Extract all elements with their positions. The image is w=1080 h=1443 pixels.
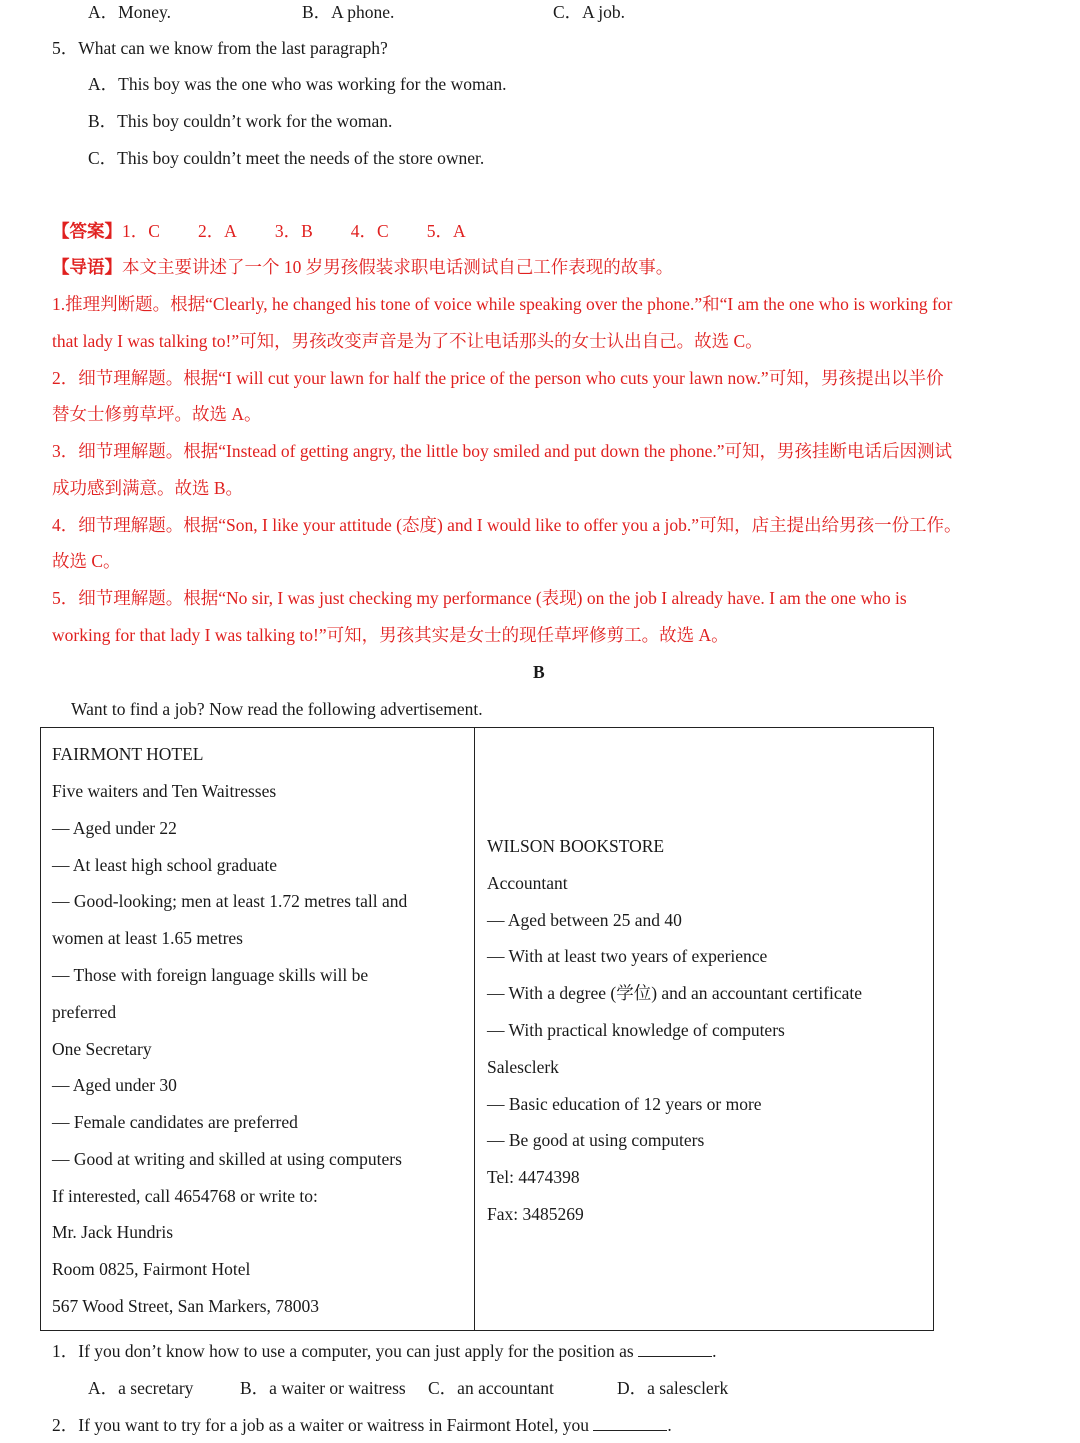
ad-right-line: — With at least two years of experience xyxy=(487,946,768,966)
ad-right-line: Salesclerk xyxy=(487,1057,559,1077)
guide-label: 【导语】 xyxy=(52,257,122,277)
section-intro: Want to find a job? Now read the following advertisement. xyxy=(71,699,483,719)
q5-option-c: C．This boy couldn’t meet the needs of the store owner. xyxy=(88,148,485,168)
ad-right-line: — With a degree (学位) and an accountant certificate xyxy=(487,983,863,1003)
answer-label: 【答案】 xyxy=(52,221,122,241)
b-q1-option-c: C．an accountant xyxy=(428,1378,554,1398)
answer-item: 4．C xyxy=(350,221,389,241)
b-q1-option-a: A．a secretary xyxy=(88,1378,194,1398)
q4-option-c: C．A job. xyxy=(553,2,625,22)
q4-option-b: B．A phone. xyxy=(302,2,395,22)
b-q1-option-d: D．a salesclerk xyxy=(617,1378,729,1398)
guide-row xyxy=(52,255,673,279)
answer-item: 1．C xyxy=(122,221,160,241)
ad-right-line: — Be good at using computers xyxy=(487,1130,705,1150)
ad-left-line: FAIRMONT HOTEL xyxy=(52,744,204,764)
explanation-line: 替女士修剪草坪。故选 A。 xyxy=(52,404,262,424)
q5-option-a: A．This boy was the one who was working for the woman. xyxy=(88,74,507,94)
explanation-line: that lady I was talking to!”可知，男孩改变声音是为了不让电话那头的女士认出自己。故选 C。 xyxy=(52,331,763,351)
answer-row xyxy=(52,219,466,243)
ad-right-line: Fax: 3485269 xyxy=(487,1204,584,1224)
explanation-line: 1.推理判断题。根据“Clearly, he changed his tone of voice while speaking over the phone.”和“I am the one who is working for xyxy=(52,294,953,314)
answer-item: 5．A xyxy=(426,221,466,241)
explanation-line: 成功感到满意。故选 B。 xyxy=(52,478,244,498)
ad-left-line: One Secretary xyxy=(52,1039,152,1059)
b-q2-row: 2．If you want to try for a job as a waiter or waitress in Fairmont Hotel, you . xyxy=(52,1415,672,1435)
ad-right-line: — Basic education of 12 years or more xyxy=(487,1094,762,1114)
ad-left-line: women at least 1.65 metres xyxy=(52,928,243,948)
ad-right-line: Accountant xyxy=(487,873,568,893)
q4-option-a: A．Money. xyxy=(88,2,171,22)
ad-right-line: Tel: 4474398 xyxy=(487,1167,580,1187)
answer-blank[interactable] xyxy=(593,1414,667,1431)
ad-left-line: — At least high school graduate xyxy=(52,855,278,875)
ad-right-line: WILSON BOOKSTORE xyxy=(487,836,665,856)
ad-left-line: — Good-looking; men at least 1.72 metres tall and xyxy=(52,891,408,911)
b-q1-stem: 1．If you don’t know how to use a computer, you can just apply for the position as xyxy=(52,1341,634,1361)
ad-right-line: — Aged between 25 and 40 xyxy=(487,910,682,930)
ad-left-line: 567 Wood Street, San Markers, 78003 xyxy=(52,1296,320,1316)
ad-left-line: Room 0825, Fairmont Hotel xyxy=(52,1259,251,1279)
b-q1-row: 1．If you don’t know how to use a computer, you can just apply for the position as . xyxy=(52,1341,717,1361)
ad-left-line: — Those with foreign language skills will be xyxy=(52,965,369,985)
explanation-line: 2．细节理解题。根据“I will cut your lawn for half the price of the person who cuts your lawn now.”可知，男孩提出以半价 xyxy=(52,368,944,388)
guide-text: 本文主要讲述了一个 10 岁男孩假装求职电话测试自己工作表现的故事。 xyxy=(122,257,674,277)
explanation-line: 5．细节理解题。根据“No sir, I was just checking my performance (表现) on the job I already have. I am the one who is xyxy=(52,588,907,608)
explanation-line: 3．细节理解题。根据“Instead of getting angry, the little boy smiled and put down the phone.”可知，男孩挂断电话后因测试 xyxy=(52,441,952,461)
answer-blank[interactable] xyxy=(638,1340,712,1357)
b-q1-option-b: B．a waiter or waitress xyxy=(240,1378,406,1398)
ad-right-line: — With practical knowledge of computers xyxy=(487,1020,785,1040)
ad-left-line: — Aged under 30 xyxy=(52,1075,177,1095)
ad-left-line: — Female candidates are preferred xyxy=(52,1112,298,1132)
ad-left-line: Five waiters and Ten Waitresses xyxy=(52,781,277,801)
explanation-line: working for that lady I was talking to!”可知，男孩其实是女士的现任草坪修剪工。故选 A。 xyxy=(52,625,729,645)
ad-left-line: preferred xyxy=(52,1002,117,1022)
q5-option-b: B．This boy couldn’t work for the woman. xyxy=(88,111,393,131)
section-heading: B xyxy=(533,662,545,682)
explanation-line: 4．细节理解题。根据“Son, I like your attitude (态度) and I would like to offer you a job.”可知，店主提出给男孩一份工作。 xyxy=(52,515,962,535)
b-q2-stem: 2．If you want to try for a job as a waiter or waitress in Fairmont Hotel, you xyxy=(52,1415,590,1435)
table-divider xyxy=(474,727,475,1331)
ad-left-line: — Good at writing and skilled at using computers xyxy=(52,1149,402,1169)
ad-left-line: If interested, call 4654768 or write to: xyxy=(52,1186,318,1206)
answer-item: 3．B xyxy=(274,221,313,241)
ad-left-line: Mr. Jack Hundris xyxy=(52,1222,174,1242)
answer-item: 2．A xyxy=(197,221,237,241)
explanation-line: 故选 C。 xyxy=(52,551,121,571)
ad-left-line: — Aged under 22 xyxy=(52,818,177,838)
q5-stem: 5．What can we know from the last paragraph? xyxy=(52,38,388,58)
